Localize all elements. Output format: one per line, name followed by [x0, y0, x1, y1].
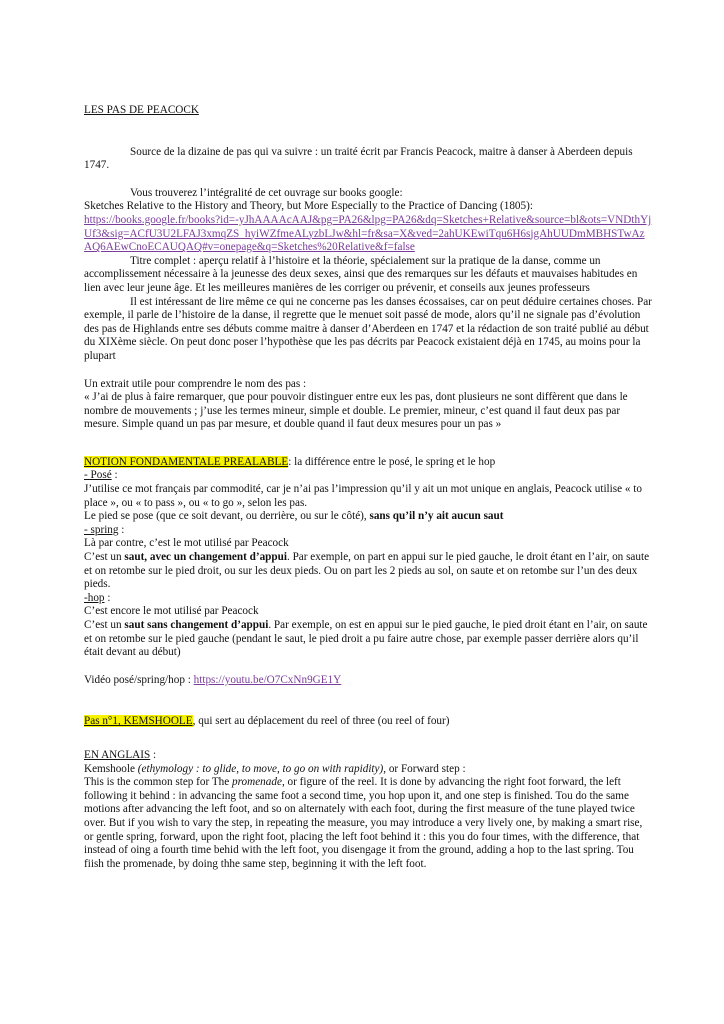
pose-label: - Posé: [84, 469, 112, 482]
spring-post: . Par exemple, on part en appui sur le pied gauche, le droit étant en l’air, on saute et on retombe sur le pied droit, ou sur les deux pieds. Ou on part les 2 pieds au sol, on saute et on retombe sur l’un des deux pieds.: [84, 551, 650, 591]
pose-text-1: J’utilise ce mot français par commodité, car je n’ai pas l’impression qu’il y ait un mot unique en anglais, Peacock utilise « to place », ou « to pass », ou « to go », selon les pas.: [84, 483, 642, 509]
interest-paragraph: Il est intéressant de lire même ce qui ne concerne pas les danses écossaises, car on peut déduire certaines choses. Par exemple, il parle de l’histoire de la danse, il regrette que le menuet soit passé de mode, alors qu’il ne signale pas d’évolution des pas de Highlands entre ses débuts comme maitre à danser d’Aberdeen en 1747 et la rédaction de son traité publié au début du XIXème siècle. On peut donc poser l’hypothèse que les pas décrits par Peacock existaient déjà en 1745, au moins pour la plupart: [84, 295, 652, 362]
step1-heading-rest: , qui sert au déplacement du reel of three (ou reel of four): [192, 715, 450, 728]
notion-heading: NOTION FONDAMENTALE PREALABLE: [84, 455, 289, 468]
english-label-line: [84, 749, 652, 763]
english-label: EN ANGLAIS: [84, 748, 151, 761]
notion-heading-rest: : la différence entre le posé, le spring et le hop: [288, 455, 496, 468]
body-pre: This is the common step for The: [84, 776, 233, 789]
hop-label-line: [84, 592, 652, 606]
step1-heading: Pas n°1, KEMSHOOLE: [84, 715, 193, 728]
spring-bold: saut, avec un changement d’appui: [124, 551, 287, 564]
extract-label: Un extrait utile pour comprendre le nom des pas :: [84, 377, 307, 390]
notion-heading-line: [84, 456, 652, 470]
kemshoole-line: [84, 763, 652, 777]
body-promenade: promenade: [232, 776, 282, 789]
document-title: LES PAS DE PEACOCK: [84, 104, 199, 116]
spring-colon: :: [118, 523, 125, 536]
extract-quote: « J’ai de plus à faire remarquer, que pour pouvoir distinguer entre eux les pas, dont plusieurs ne sont diffèrent que dans le nombre de mouvements ; j’use les termes mineur, simple et double. Le premier, mineur, c’est quand il faut deux pas par mesure. Simple quand un pas par mesure, et double quand il faut deux mesures pour un pas »: [84, 391, 628, 431]
pose-text-2-line: [84, 510, 652, 524]
english-colon: :: [150, 748, 157, 761]
kemshoole-body: [84, 776, 652, 871]
video-label: Vidéo posé/spring/hop :: [84, 673, 194, 686]
hop-colon: :: [104, 591, 111, 604]
hop-pre: C’est un: [84, 619, 125, 631]
kemshoole-pre: Kemshoole: [84, 762, 138, 775]
source-paragraph: Source de la dizaine de pas qui va suivre : un traité écrit par Francis Peacock, maitre à danser à Aberdeen depuis 1747.: [84, 145, 633, 172]
pose-colon: :: [111, 469, 118, 482]
book-link[interactable]: https://books.google.fr/books?id=-yJhAAAAcAAJ&pg=PA26&lpg=PA26&dq=Sketches+Relative&source=bl&ots=VNDthYjUf3&sig=ACfU3U2LFAJ3xmqZS_hyiWZfmeALyzbLJw&hl=fr&sa=X&ved=2ahUKEwiTqu6H6sjgAhUUDmMBHSTwAzAQ6AEwCnoECAUQAQ#v=onepage&q=Sketches%20Relative&f=false: [84, 213, 652, 254]
pose-text-2: Le pied se pose (que ce soit devant, ou derrière, ou sur le côté),: [84, 510, 370, 523]
hop-line-1: C’est encore le mot utilisé par Peacock: [84, 605, 259, 618]
spring-definition: [84, 551, 652, 592]
hop-definition: [84, 619, 652, 660]
full-title-paragraph: Titre complet : aperçu relatif à l’histoire et la théorie, spécialement sur la pratique de la danse, comme un accomplissement nécessaire à la jeunesse des deux sexes, ainsi que des remarques sur les défauts et mauvaises habitudes en lien avec leur jeune âge. Et les meilleures manières de les corriger ou prévenir, et conseils aux jeunes professeurs: [84, 254, 638, 294]
hop-bold: saut sans changement d’appui: [124, 619, 269, 631]
hop-post: . Par exemple, on est en appui sur le pied gauche, le pied droit étant en l’air, on saute et on retombe sur le pied gauche (pendant le saut, le pied droit a pu faire autre chose, par exemple passer derrière alors qu’il était devant au début): [84, 619, 648, 659]
step1-heading-line: [84, 715, 652, 729]
spring-pre: C’est un: [84, 551, 125, 564]
kemshoole-etymology: (ethymology : to glide, to move, to go on with rapidity): [137, 762, 384, 775]
hop-label: -hop: [84, 591, 105, 604]
pose-label-line: [84, 469, 652, 483]
spring-line-1: Là par contre, c’est le mot utilisé par Peacock: [84, 537, 289, 550]
book-title: Sketches Relative to the History and Theory, but More Especially to the Practice of Dancing (1805):: [84, 200, 533, 213]
document-content: [84, 104, 652, 871]
spring-label: - spring: [84, 523, 119, 536]
spring-label-line: [84, 524, 652, 538]
video-line: [84, 674, 652, 688]
books-google-paragraph: Vous trouverez l’intégralité de cet ouvrage sur books google:: [130, 186, 403, 199]
pose-bold: sans qu’il n’y ait aucun saut: [369, 510, 504, 523]
kemshoole-post: , or Forward step :: [383, 762, 466, 775]
body-post: , or figure of the reel. It is done by advancing the right foot forward, the left following it behind : in advancing the same foot a second time, you hop upon it, and one step is finished. Tou do the same motions after advancing the left foot, and so on alternately with each foot, during the first measure of the tune played twice over. But if you wish to vary the step, in repeating the measure, you may introduce a very lively one, by making a smart rise, or gentle spring, forward, upon the right foot, placing the left foot behind it : this you do four times, with the difference, that instead of oing a fourth time behid with the left foot, you disengage it from the ground, adding a hop to the last spring. Tou fiish the promenade, by doing thhe same step, beginning it with the left foot.: [84, 776, 643, 870]
video-link[interactable]: https://youtu.be/O7CxNn9GE1Y: [193, 673, 342, 686]
